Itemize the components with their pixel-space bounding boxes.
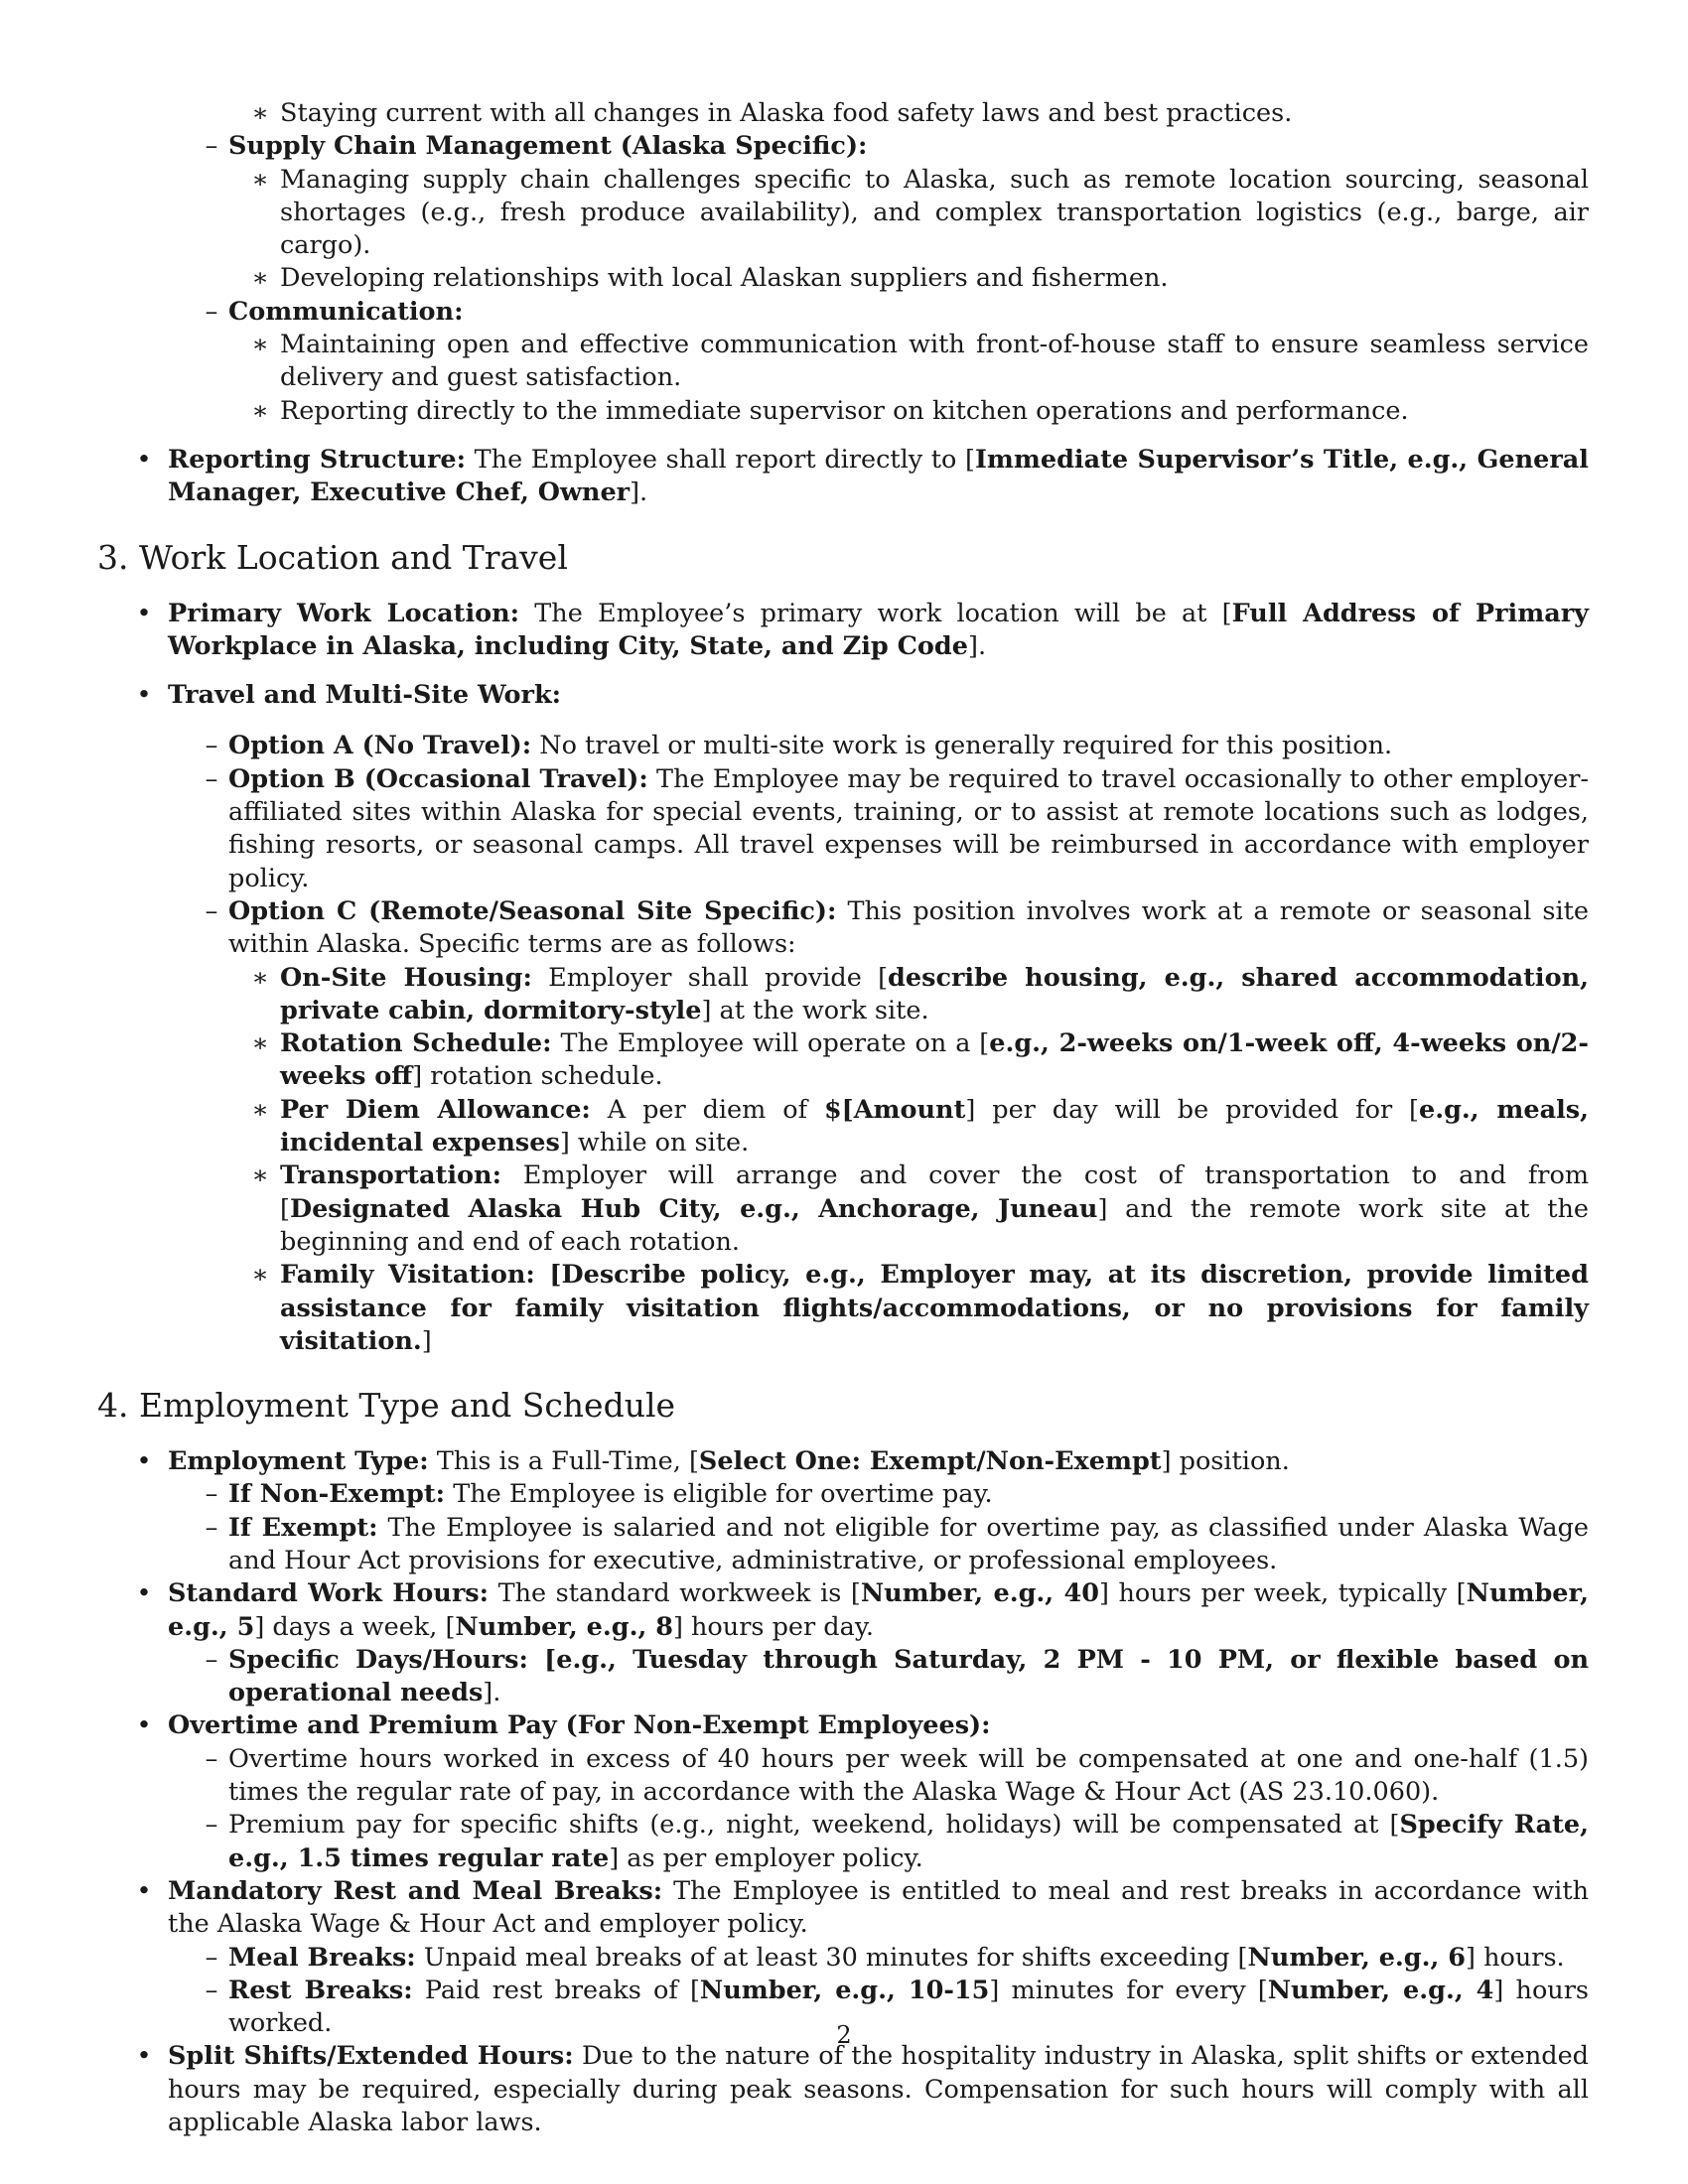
- bullet-marker: •: [136, 1875, 152, 1906]
- list-item-premium-pay: [97, 1809, 1589, 1875]
- item-text: The Employee will operate on a [: [551, 1028, 990, 1059]
- placeholder-text: Select One: Exempt/Non-Exempt: [698, 1446, 1162, 1477]
- list-item-meal-breaks: [97, 1942, 1589, 1975]
- item-label: Rest Breaks:: [228, 1975, 413, 2005]
- placeholder-text: Number, e.g., 4: [1267, 1975, 1494, 2005]
- item-label: Employment Type:: [168, 1446, 429, 1477]
- star-marker: ∗: [251, 1028, 269, 1059]
- dash-marker: –: [205, 763, 218, 794]
- item-text: Overtime hours worked in excess of 40 hours per week will be compensated at one and one-half (1.5) times the regular rate of pay, in accordance with the Alaska Wage & Hour Act (AS 23.10.060).: [228, 1743, 1589, 1808]
- dash-marker: –: [205, 1743, 218, 1774]
- placeholder-text: Immediate Supervisor’s Title, e.g., General Manager, Executive Chef, Owner: [168, 444, 1589, 508]
- item-text: ] and the remote work site at the beginning and end of each rotation.: [280, 1193, 1589, 1257]
- dash-marker: –: [205, 731, 218, 761]
- item-text: ] per day will be provided for [: [965, 1094, 1419, 1125]
- placeholder-text: $[Amount: [823, 1094, 966, 1125]
- communication-heading: Communication:: [228, 296, 464, 327]
- list-item-rotation: [97, 1027, 1589, 1094]
- placeholder-text: [e.g., Tuesday through Saturday, 2 PM - 10 PM, or flexible based on operational needs: [228, 1644, 1589, 1708]
- item-text: ] hours per week, typically [: [1098, 1578, 1467, 1609]
- item-label: Travel and Multi-Site Work:: [168, 680, 562, 711]
- placeholder-text: e.g., meals, incidental expenses: [280, 1094, 1590, 1159]
- item-text: The Employee is entitled to meal and rest breaks in accordance with the Alaska Wage & Hour Act and employer policy.: [168, 1875, 1589, 1940]
- section-heading-4: 4. Employment Type and Schedule: [97, 1386, 676, 1426]
- list-item-supply-chain-2: [97, 262, 1589, 295]
- item-text: ] hours.: [1466, 1942, 1565, 1973]
- subheading-communication: [97, 296, 1589, 329]
- placeholder-text: [Describe policy, e.g., Employer may, at its discretion, provide limited assistance for family visitation flights/accommodations, or no provisions for family visitation.: [280, 1260, 1589, 1356]
- placeholder-text: Number, e.g., 5: [168, 1578, 1589, 1642]
- bullet-marker: •: [136, 1710, 152, 1741]
- bullet-marker: •: [136, 680, 152, 711]
- item-text: Unpaid meal breaks of at least 30 minutes for shifts exceeding [: [415, 1942, 1248, 1973]
- item-label: Standard Work Hours:: [168, 1578, 490, 1609]
- placeholder-text: Number, e.g., 6: [1247, 1942, 1467, 1973]
- item-label: Split Shifts/Extended Hours:: [168, 2041, 574, 2072]
- item-label: If Exempt:: [228, 1512, 378, 1543]
- dash-marker: –: [205, 1942, 218, 1973]
- item-text: The Employee’s primary work location will be at [: [519, 598, 1232, 628]
- dash-marker: –: [205, 1810, 218, 1841]
- star-marker: ∗: [251, 1094, 269, 1125]
- item-text: Managing supply chain challenges specific to Alaska, such as remote location sourcing, seasonal shortages (e.g., fresh produce availability), and complex transportation logistics (e.g., barge, air cargo).: [280, 164, 1589, 261]
- list-item-breaks: [97, 1875, 1589, 1942]
- placeholder-text: Number, e.g., 40: [860, 1578, 1099, 1609]
- item-text: ] minutes for every [: [989, 1975, 1268, 2005]
- placeholder-text: Number, e.g., 8: [455, 1611, 673, 1642]
- star-marker: ∗: [251, 164, 269, 195]
- star-marker: ∗: [251, 962, 269, 993]
- item-text: ] hours worked.: [228, 1975, 1589, 2039]
- placeholder-text: Designated Alaska Hub City, e.g., Anchorage, Juneau: [289, 1193, 1098, 1224]
- star-marker: ∗: [251, 330, 269, 360]
- list-item-option-c: [97, 895, 1589, 962]
- list-item-housing: [97, 962, 1589, 1028]
- item-text: ] at the work site.: [701, 995, 929, 1025]
- list-item-exempt: [97, 1512, 1589, 1578]
- item-text: Maintaining open and effective communication with front-of-house staff to ensure seamless service delivery and guest satisfaction.: [280, 330, 1589, 393]
- dash-marker: –: [205, 1975, 218, 2005]
- list-item-option-a: [97, 730, 1589, 762]
- bullet-marker: •: [136, 1578, 152, 1609]
- dash-marker: –: [205, 1644, 218, 1675]
- item-label: Rotation Schedule:: [280, 1028, 552, 1059]
- item-label: Specific Days/Hours:: [228, 1644, 528, 1675]
- item-text: Paid rest breaks of [: [412, 1975, 700, 2005]
- item-label: Transportation:: [280, 1160, 501, 1191]
- star-marker: ∗: [251, 395, 269, 426]
- list-item-reporting-structure: [97, 444, 1589, 510]
- list-item-travel: [97, 679, 1589, 712]
- placeholder-text: e.g., 2-weeks on/1-week off, 4-weeks on/2-weeks off: [280, 1028, 1589, 1092]
- item-text: This is a Full-Time, [: [428, 1446, 699, 1477]
- item-text: ].: [483, 1678, 501, 1708]
- item-text: A per diem of: [590, 1094, 824, 1125]
- star-marker: ∗: [251, 1260, 269, 1291]
- star-marker: ∗: [251, 263, 269, 294]
- item-text: The Employee shall report directly to [: [466, 444, 975, 475]
- list-item-work-hours: [97, 1577, 1589, 1644]
- list-item-option-b: [97, 763, 1589, 895]
- list-item-employment-type: [97, 1445, 1589, 1478]
- list-item-split-shifts: [97, 2040, 1589, 2139]
- section-heading-3: 3. Work Location and Travel: [97, 537, 568, 577]
- item-text: The Employee is salaried and not eligible for overtime pay, as classified under Alaska Wage and Hour Act provisions for executive, administrative, or professional employees.: [228, 1512, 1589, 1575]
- list-item-transportation: [97, 1160, 1589, 1259]
- dash-marker: –: [205, 1512, 218, 1543]
- item-text: ] while on site.: [559, 1128, 750, 1159]
- item-label: Option C (Remote/Seasonal Site Specific):: [228, 895, 837, 926]
- dash-marker: –: [205, 296, 218, 327]
- bullet-marker: •: [136, 2041, 152, 2072]
- item-label: Family Visitation:: [280, 1260, 535, 1291]
- item-label: Overtime and Premium Pay (For Non-Exempt Employees):: [168, 1710, 991, 1741]
- item-text: ] hours per day.: [672, 1611, 874, 1642]
- item-text: ] as per employer policy.: [609, 1843, 923, 1873]
- page-number: 2: [836, 2021, 852, 2049]
- item-text: Reporting directly to the immediate supervisor on kitchen operations and performance.: [280, 395, 1409, 426]
- list-item-non-exempt: [97, 1478, 1589, 1511]
- item-text: ].: [968, 630, 987, 661]
- dash-marker: –: [205, 895, 218, 926]
- list-item-overtime-rate: [97, 1743, 1589, 1810]
- item-text: ] position.: [1161, 1446, 1290, 1477]
- placeholder-text: describe housing, e.g., shared accommodation, private cabin, dormitory-style: [280, 962, 1589, 1025]
- item-text: ] days a week, [: [254, 1611, 456, 1642]
- item-label: Mandatory Rest and Meal Breaks:: [168, 1875, 663, 1906]
- item-label: Reporting Structure:: [168, 444, 467, 475]
- item-text: Staying current with all changes in Alaska food safety laws and best practices.: [280, 98, 1293, 128]
- item-text: Employer shall provide [: [531, 962, 889, 993]
- list-item-primary-location: [97, 598, 1589, 664]
- placeholder-text: Specify Rate, e.g., 1.5 times regular rate: [228, 1810, 1589, 1873]
- star-marker: ∗: [251, 98, 269, 128]
- list-item-per-diem: [97, 1094, 1589, 1160]
- document-page: [97, 97, 1590, 2138]
- item-text: ]: [421, 1325, 432, 1356]
- item-text: No travel or multi-site work is generally required for this position.: [531, 731, 1393, 761]
- item-label: Meal Breaks:: [228, 1942, 416, 1973]
- item-label: Per Diem Allowance:: [280, 1094, 591, 1125]
- item-text: ].: [630, 478, 648, 508]
- list-item-communication-1: [97, 329, 1589, 395]
- bullet-marker: •: [136, 1446, 152, 1477]
- list-item-food-safety: [97, 97, 1589, 130]
- item-label: On-Site Housing:: [280, 962, 532, 993]
- item-label: Option B (Occasional Travel):: [228, 763, 648, 794]
- item-text: Due to the nature of the hospitality industry in Alaska, split shifts or extended hours may be required, especially during peak seasons. Compensation for such hours will comply with all applicable Alaska labor laws.: [168, 2041, 1589, 2138]
- item-text: This position involves work at a remote or seasonal site within Alaska. Specific terms are as follows:: [228, 895, 1590, 960]
- dash-marker: –: [205, 131, 218, 162]
- item-text: Developing relationships with local Alaskan suppliers and fishermen.: [280, 263, 1169, 294]
- placeholder-text: Number, e.g., 10-15: [699, 1975, 990, 2005]
- item-label: Option A (No Travel):: [228, 731, 532, 761]
- list-item-overtime: [97, 1709, 1589, 1742]
- star-marker: ∗: [251, 1160, 269, 1191]
- item-text: The Employee is eligible for overtime pay.: [445, 1479, 993, 1510]
- item-label: Primary Work Location:: [168, 598, 520, 628]
- item-text: Employer will arrange and cover the cost of transportation to and from [: [280, 1160, 1589, 1224]
- item-text: ] rotation schedule.: [412, 1061, 663, 1092]
- list-item-communication-2: [97, 395, 1589, 428]
- list-item-specific-days: [97, 1644, 1589, 1710]
- item-text: Premium pay for specific shifts (e.g., night, weekend, holidays) will be compensated at [: [228, 1810, 1400, 1841]
- list-item-supply-chain-1: [97, 164, 1589, 263]
- placeholder-text: Full Address of Primary Workplace in Alaska, including City, State, and Zip Code: [168, 598, 1589, 661]
- list-item-family-visitation: [97, 1259, 1589, 1358]
- supply-chain-heading: Supply Chain Management (Alaska Specific):: [228, 131, 868, 162]
- item-label: If Non-Exempt:: [228, 1479, 446, 1510]
- item-text: The Employee may be required to travel occasionally to other employer-affiliated sites within Alaska for special events, training, or to assist at remote locations such as lodges, fishing resorts, or seasonal camps. All travel expenses will be reimbursed in accordance with employer policy.: [228, 763, 1589, 893]
- dash-marker: –: [205, 1479, 218, 1510]
- item-text: The standard workweek is [: [489, 1578, 861, 1609]
- bullet-marker: •: [136, 444, 152, 475]
- bullet-marker: •: [136, 598, 152, 628]
- subheading-supply-chain: [97, 130, 1589, 163]
